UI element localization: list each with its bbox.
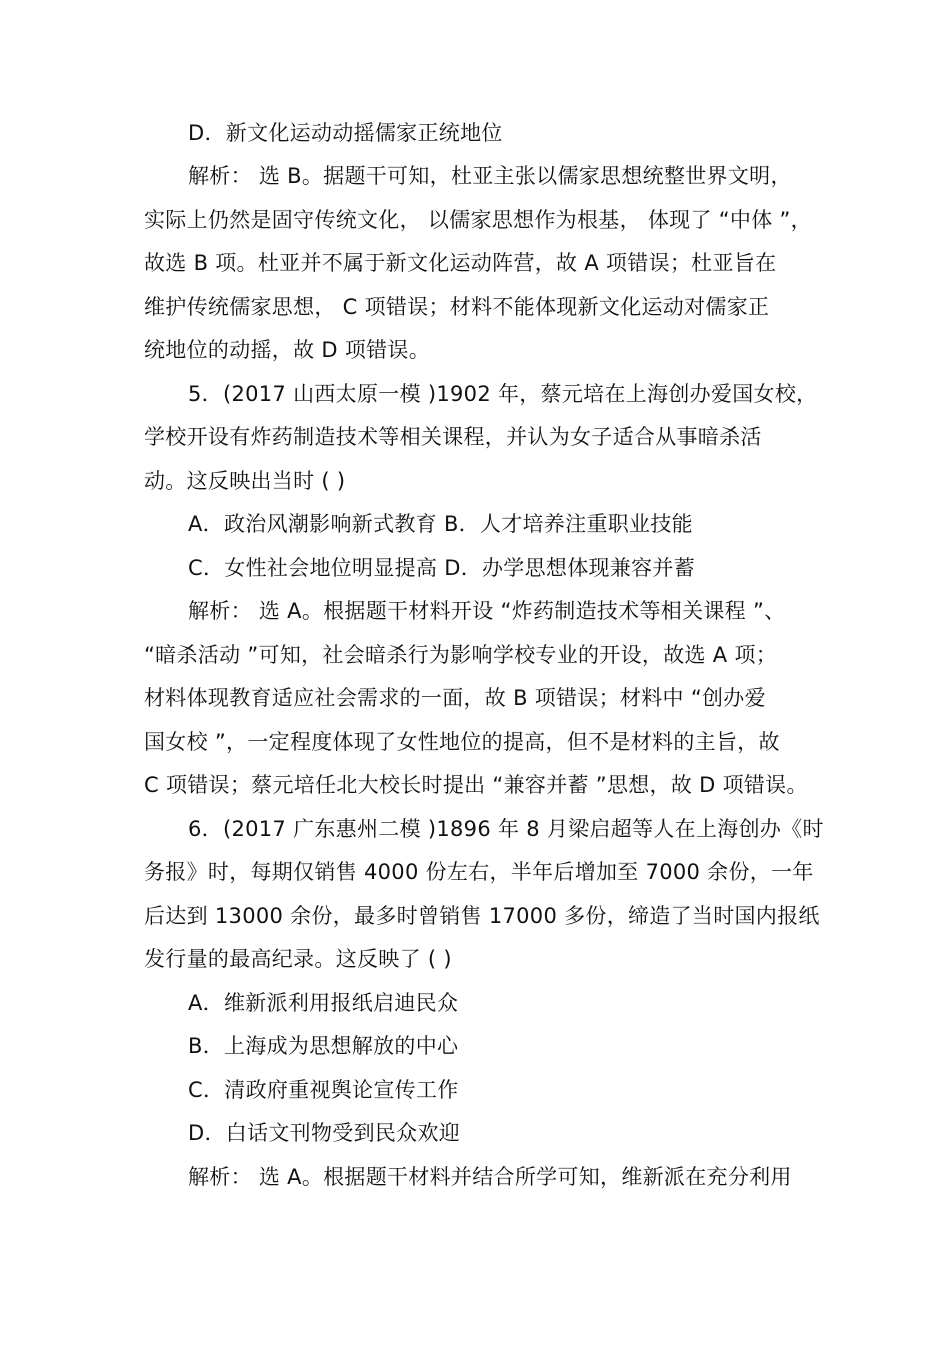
- text-line: 实际上仍然是固守传统文化， 以儒家思想作为根基， 体现了 “中体 ”，: [144, 208, 812, 232]
- text-line: 务报》时，每期仅销售 4000 份左右，半年后增加至 7000 余份，一年: [144, 860, 814, 884]
- text-line: 材料体现教育适应社会需求的一面，故 B 项错误；材料中 “创办爱: [144, 686, 766, 710]
- text-line: 维护传统儒家思想， C 项错误；材料不能体现新文化运动对儒家正: [144, 295, 770, 319]
- option-a-line: A．维新派利用报纸启迪民众: [188, 991, 459, 1015]
- analysis-line: 解析： 选 A。根据题干材料并结合所学可知，维新派在充分利用: [188, 1165, 792, 1189]
- option-d-line: D．白话文刊物受到民众欢迎: [188, 1121, 461, 1145]
- analysis-line: 解析： 选 B。据题干可知，杜亚主张以儒家思想统整世界文明，: [188, 164, 792, 188]
- text-line: 动。这反映出当时 ( ): [144, 469, 346, 493]
- question-6-stem: 6．(2017 广东惠州二模 )1896 年 8 月梁启超等人在上海创办《时: [188, 817, 824, 841]
- text-line: 后达到 13000 余份，最多时曾销售 17000 多份，缔造了当时国内报纸: [144, 904, 820, 928]
- text-line: 学校开设有炸药制造技术等相关课程，并认为女子适合从事暗杀活: [144, 425, 762, 449]
- text-line: 故选 B 项。杜亚并不属于新文化运动阵营，故 A 项错误；杜亚旨在: [144, 251, 777, 275]
- text-line: C 项错误；蔡元培任北大校长时提出 “兼容并蓄 ”思想，故 D 项错误。: [144, 773, 808, 797]
- text-line: 发行量的最高纪录。这反映了 ( ): [144, 947, 452, 971]
- option-d-line: D．新文化运动动摇儒家正统地位: [188, 121, 503, 145]
- question-5-stem: 5．(2017 山西太原一模 )1902 年，蔡元培在上海创办爱国女校，: [188, 382, 818, 406]
- options-ab-line: A．政治风潮影响新式教育 B．人才培养注重职业技能: [188, 512, 693, 536]
- text-line: “暗杀活动 ”可知，社会暗杀行为影响学校专业的开设，故选 A 项；: [144, 643, 778, 667]
- text-line: 统地位的动摇，故 D 项错误。: [144, 338, 431, 362]
- text-line: 国女校 ”，一定程度体现了女性地位的提高，但不是材料的主旨，故: [144, 730, 780, 754]
- option-c-line: C．清政府重视舆论宣传工作: [188, 1078, 459, 1102]
- options-cd-line: C．女性社会地位明显提高 D．办学思想体现兼容并蓄: [188, 556, 696, 580]
- analysis-line: 解析： 选 A。根据题干材料开设 “炸药制造技术等相关课程 ”、: [188, 599, 786, 623]
- option-b-line: B．上海成为思想解放的中心: [188, 1034, 459, 1058]
